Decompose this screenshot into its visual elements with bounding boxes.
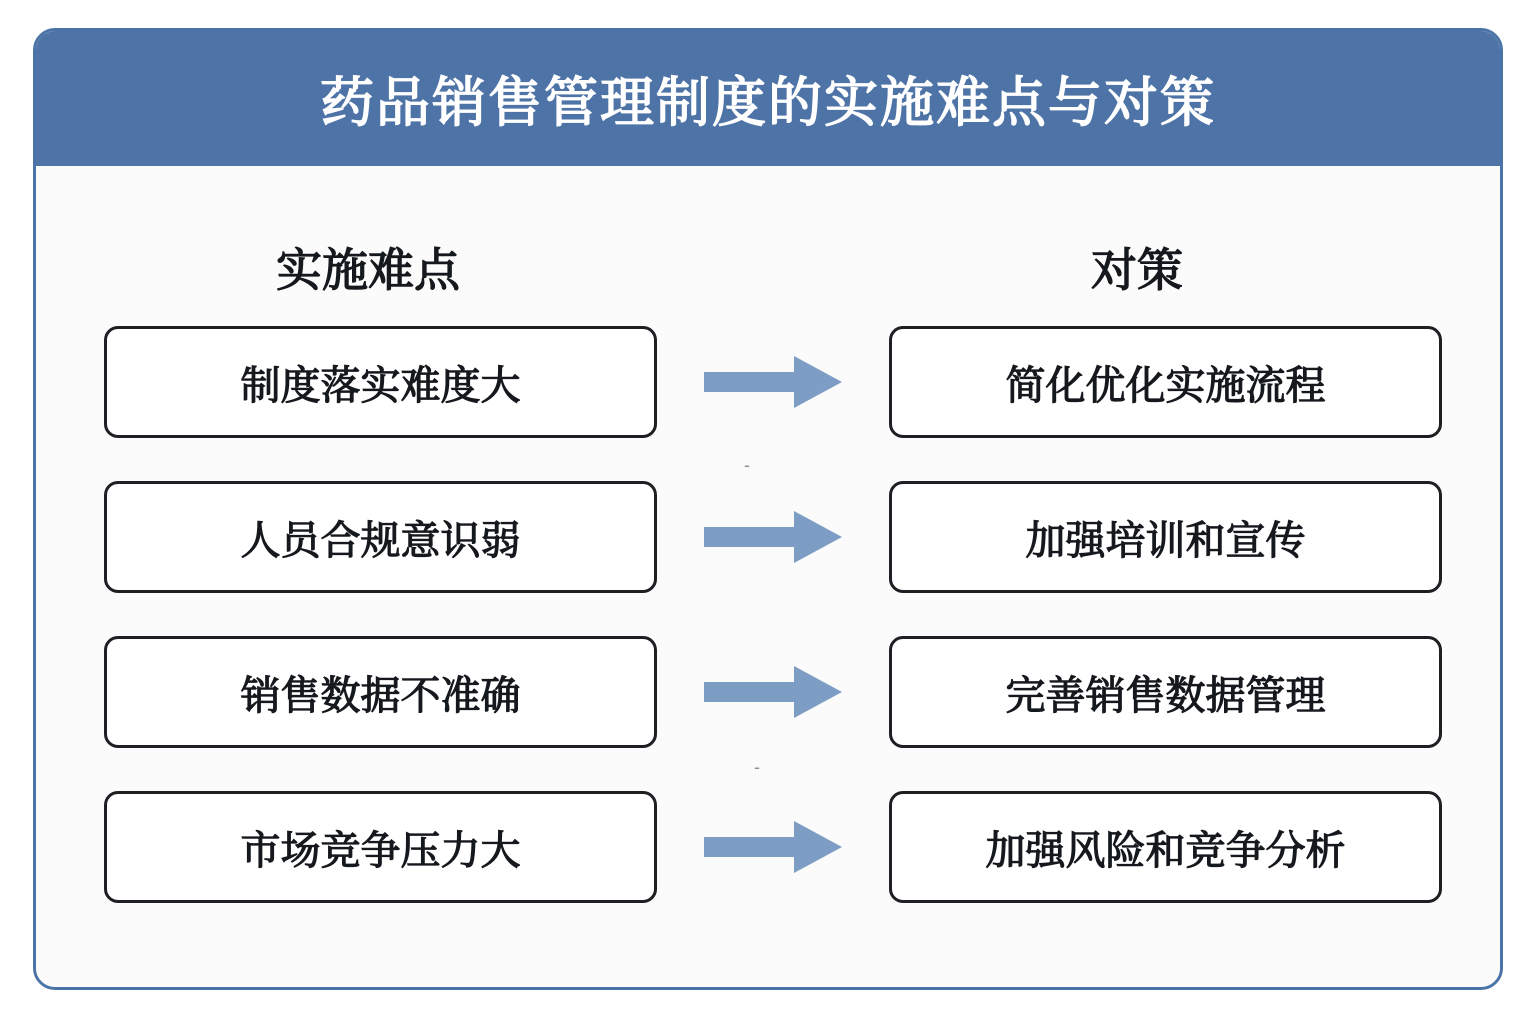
countermeasure-box[interactable] <box>889 481 1442 593</box>
countermeasure-label: 完善销售数据管理 <box>1005 673 1326 718</box>
countermeasure-box[interactable] <box>889 636 1442 748</box>
page-title: 药品销售管理制度的实施难点与对策 <box>320 73 1216 133</box>
mapping-row <box>36 636 1500 791</box>
diagram-card <box>33 28 1503 990</box>
difficulty-label: 销售数据不准确 <box>240 673 521 718</box>
countermeasure-label: 加强风险和竞争分析 <box>985 828 1346 873</box>
countermeasure-box[interactable] <box>889 791 1442 903</box>
arrow-right-icon <box>684 481 864 593</box>
countermeasure-box[interactable] <box>889 326 1442 438</box>
mapping-row <box>36 326 1500 481</box>
column-heading-countermeasures: 对策 <box>1091 244 1183 296</box>
difficulty-label: 人员合规意识弱 <box>240 518 521 563</box>
arrow-right-icon <box>684 636 864 748</box>
column-heading-difficulties: 实施难点 <box>276 244 460 296</box>
difficulty-label: 市场竞争压力大 <box>240 828 521 873</box>
arrow-right-icon <box>684 791 864 903</box>
difficulty-label: 制度落实难度大 <box>240 363 521 408</box>
countermeasure-label: 加强培训和宣传 <box>1025 518 1306 563</box>
decorative-mark: - <box>754 757 760 777</box>
countermeasure-label: 简化优化实施流程 <box>1005 363 1326 408</box>
mapping-rows <box>36 326 1500 946</box>
mapping-row <box>36 481 1500 636</box>
title-bar <box>36 31 1500 166</box>
diagram-body <box>36 166 1500 990</box>
arrow-right-icon <box>684 326 864 438</box>
difficulty-box[interactable] <box>104 636 657 748</box>
difficulty-box[interactable] <box>104 326 657 438</box>
difficulty-box[interactable] <box>104 791 657 903</box>
decorative-mark: - <box>744 455 750 475</box>
mapping-row <box>36 791 1500 946</box>
difficulty-box[interactable] <box>104 481 657 593</box>
